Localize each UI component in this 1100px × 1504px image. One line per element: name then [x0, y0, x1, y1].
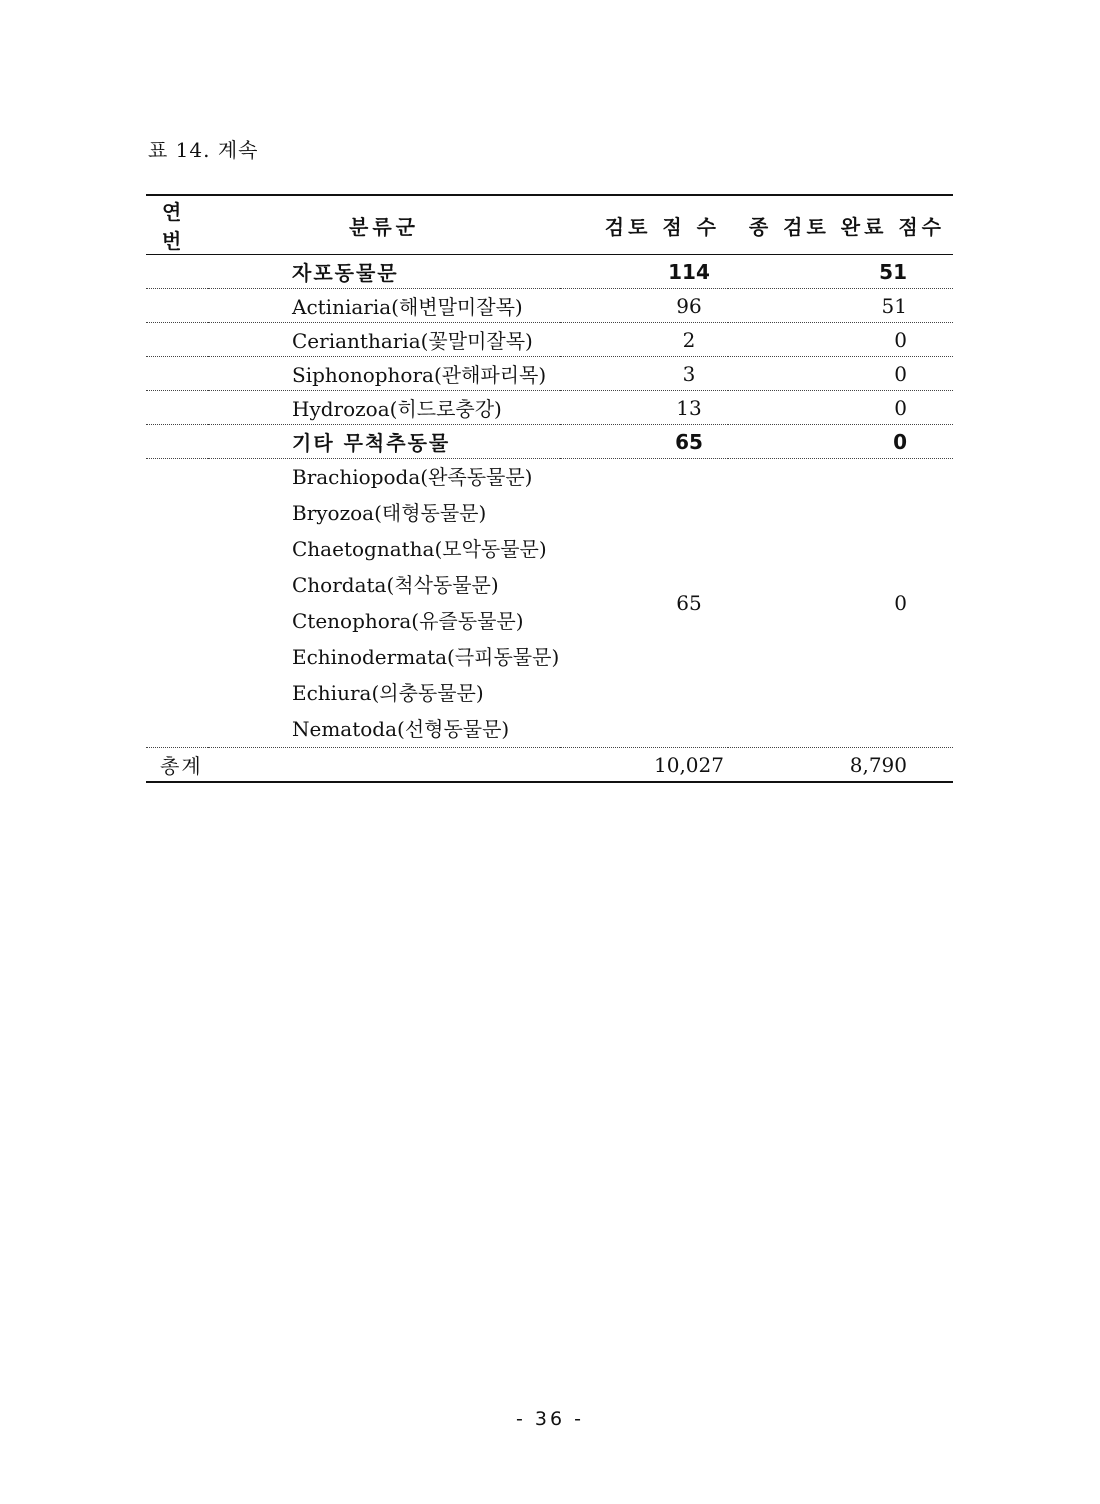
header-taxon: 분류군 — [349, 214, 419, 239]
list-item: Chordata(척삭동물문) — [292, 573, 499, 597]
merged-reviewed: 65 — [676, 591, 702, 615]
list-item: Brachiopoda(완족동물문) — [292, 465, 533, 489]
row-completed: 51 — [879, 259, 907, 284]
total-reviewed: 10,027 — [654, 752, 724, 777]
row-taxon: 자포동물문 — [292, 261, 399, 285]
row-taxon: Ceriantharia(꽃말미잘목) — [292, 329, 533, 353]
table-header-row — [146, 195, 953, 255]
merged-taxa-list — [208, 459, 560, 748]
row-no-cell — [146, 323, 208, 357]
table-row — [146, 289, 953, 323]
table-row-group — [146, 255, 953, 289]
row-taxon: Hydrozoa(히드로충강) — [292, 397, 502, 421]
table-row — [146, 323, 953, 357]
list-item: Ctenophora(유즐동물문) — [292, 609, 524, 633]
total-label: 총계 — [160, 754, 203, 778]
total-taxon-cell — [208, 748, 560, 783]
row-reviewed: 96 — [676, 293, 702, 318]
list-item: Echinodermata(극피동물문) — [292, 645, 560, 669]
row-reviewed: 3 — [682, 361, 696, 386]
row-completed: 0 — [894, 395, 907, 420]
row-reviewed: 114 — [668, 259, 710, 284]
total-completed: 8,790 — [849, 752, 907, 777]
row-no-cell — [146, 425, 208, 459]
merged-taxa-row — [146, 459, 953, 748]
row-reviewed: 2 — [682, 327, 696, 352]
row-no-cell — [146, 255, 208, 289]
table-row — [146, 357, 953, 391]
row-no-cell — [146, 459, 208, 748]
row-no-cell — [146, 391, 208, 425]
row-reviewed: 65 — [675, 429, 703, 454]
total-row — [146, 748, 953, 783]
row-taxon: Actiniaria(해변말미잘목) — [292, 295, 523, 319]
list-item: Echiura(의충동물문) — [292, 681, 484, 705]
header-completed-count: 종 검토 완료 점수 — [748, 214, 945, 239]
table-caption: 표 14. 계속 — [148, 138, 259, 162]
row-no-cell — [146, 357, 208, 391]
page-number: - 36 - — [516, 1408, 584, 1430]
header-reviewed-count: 검토 점 수 — [604, 214, 720, 239]
table-row-group — [146, 425, 953, 459]
merged-completed: 0 — [894, 591, 907, 615]
row-no-cell — [146, 289, 208, 323]
row-reviewed: 13 — [676, 395, 702, 420]
header-no: 연번 — [162, 200, 186, 253]
row-taxon: Siphonophora(관해파리목) — [292, 363, 547, 387]
row-completed: 0 — [894, 361, 907, 386]
list-item: Chaetognatha(모악동물문) — [292, 537, 547, 561]
list-item: Nematoda(선형동물문) — [292, 717, 510, 741]
row-completed: 51 — [881, 293, 907, 318]
row-completed: 0 — [894, 327, 907, 352]
row-completed: 0 — [893, 429, 907, 454]
table-row — [146, 391, 953, 425]
row-taxon: 기타 무척추동물 — [292, 431, 451, 455]
list-item: Bryozoa(태형동물문) — [292, 501, 487, 525]
taxon-review-table — [146, 194, 953, 783]
